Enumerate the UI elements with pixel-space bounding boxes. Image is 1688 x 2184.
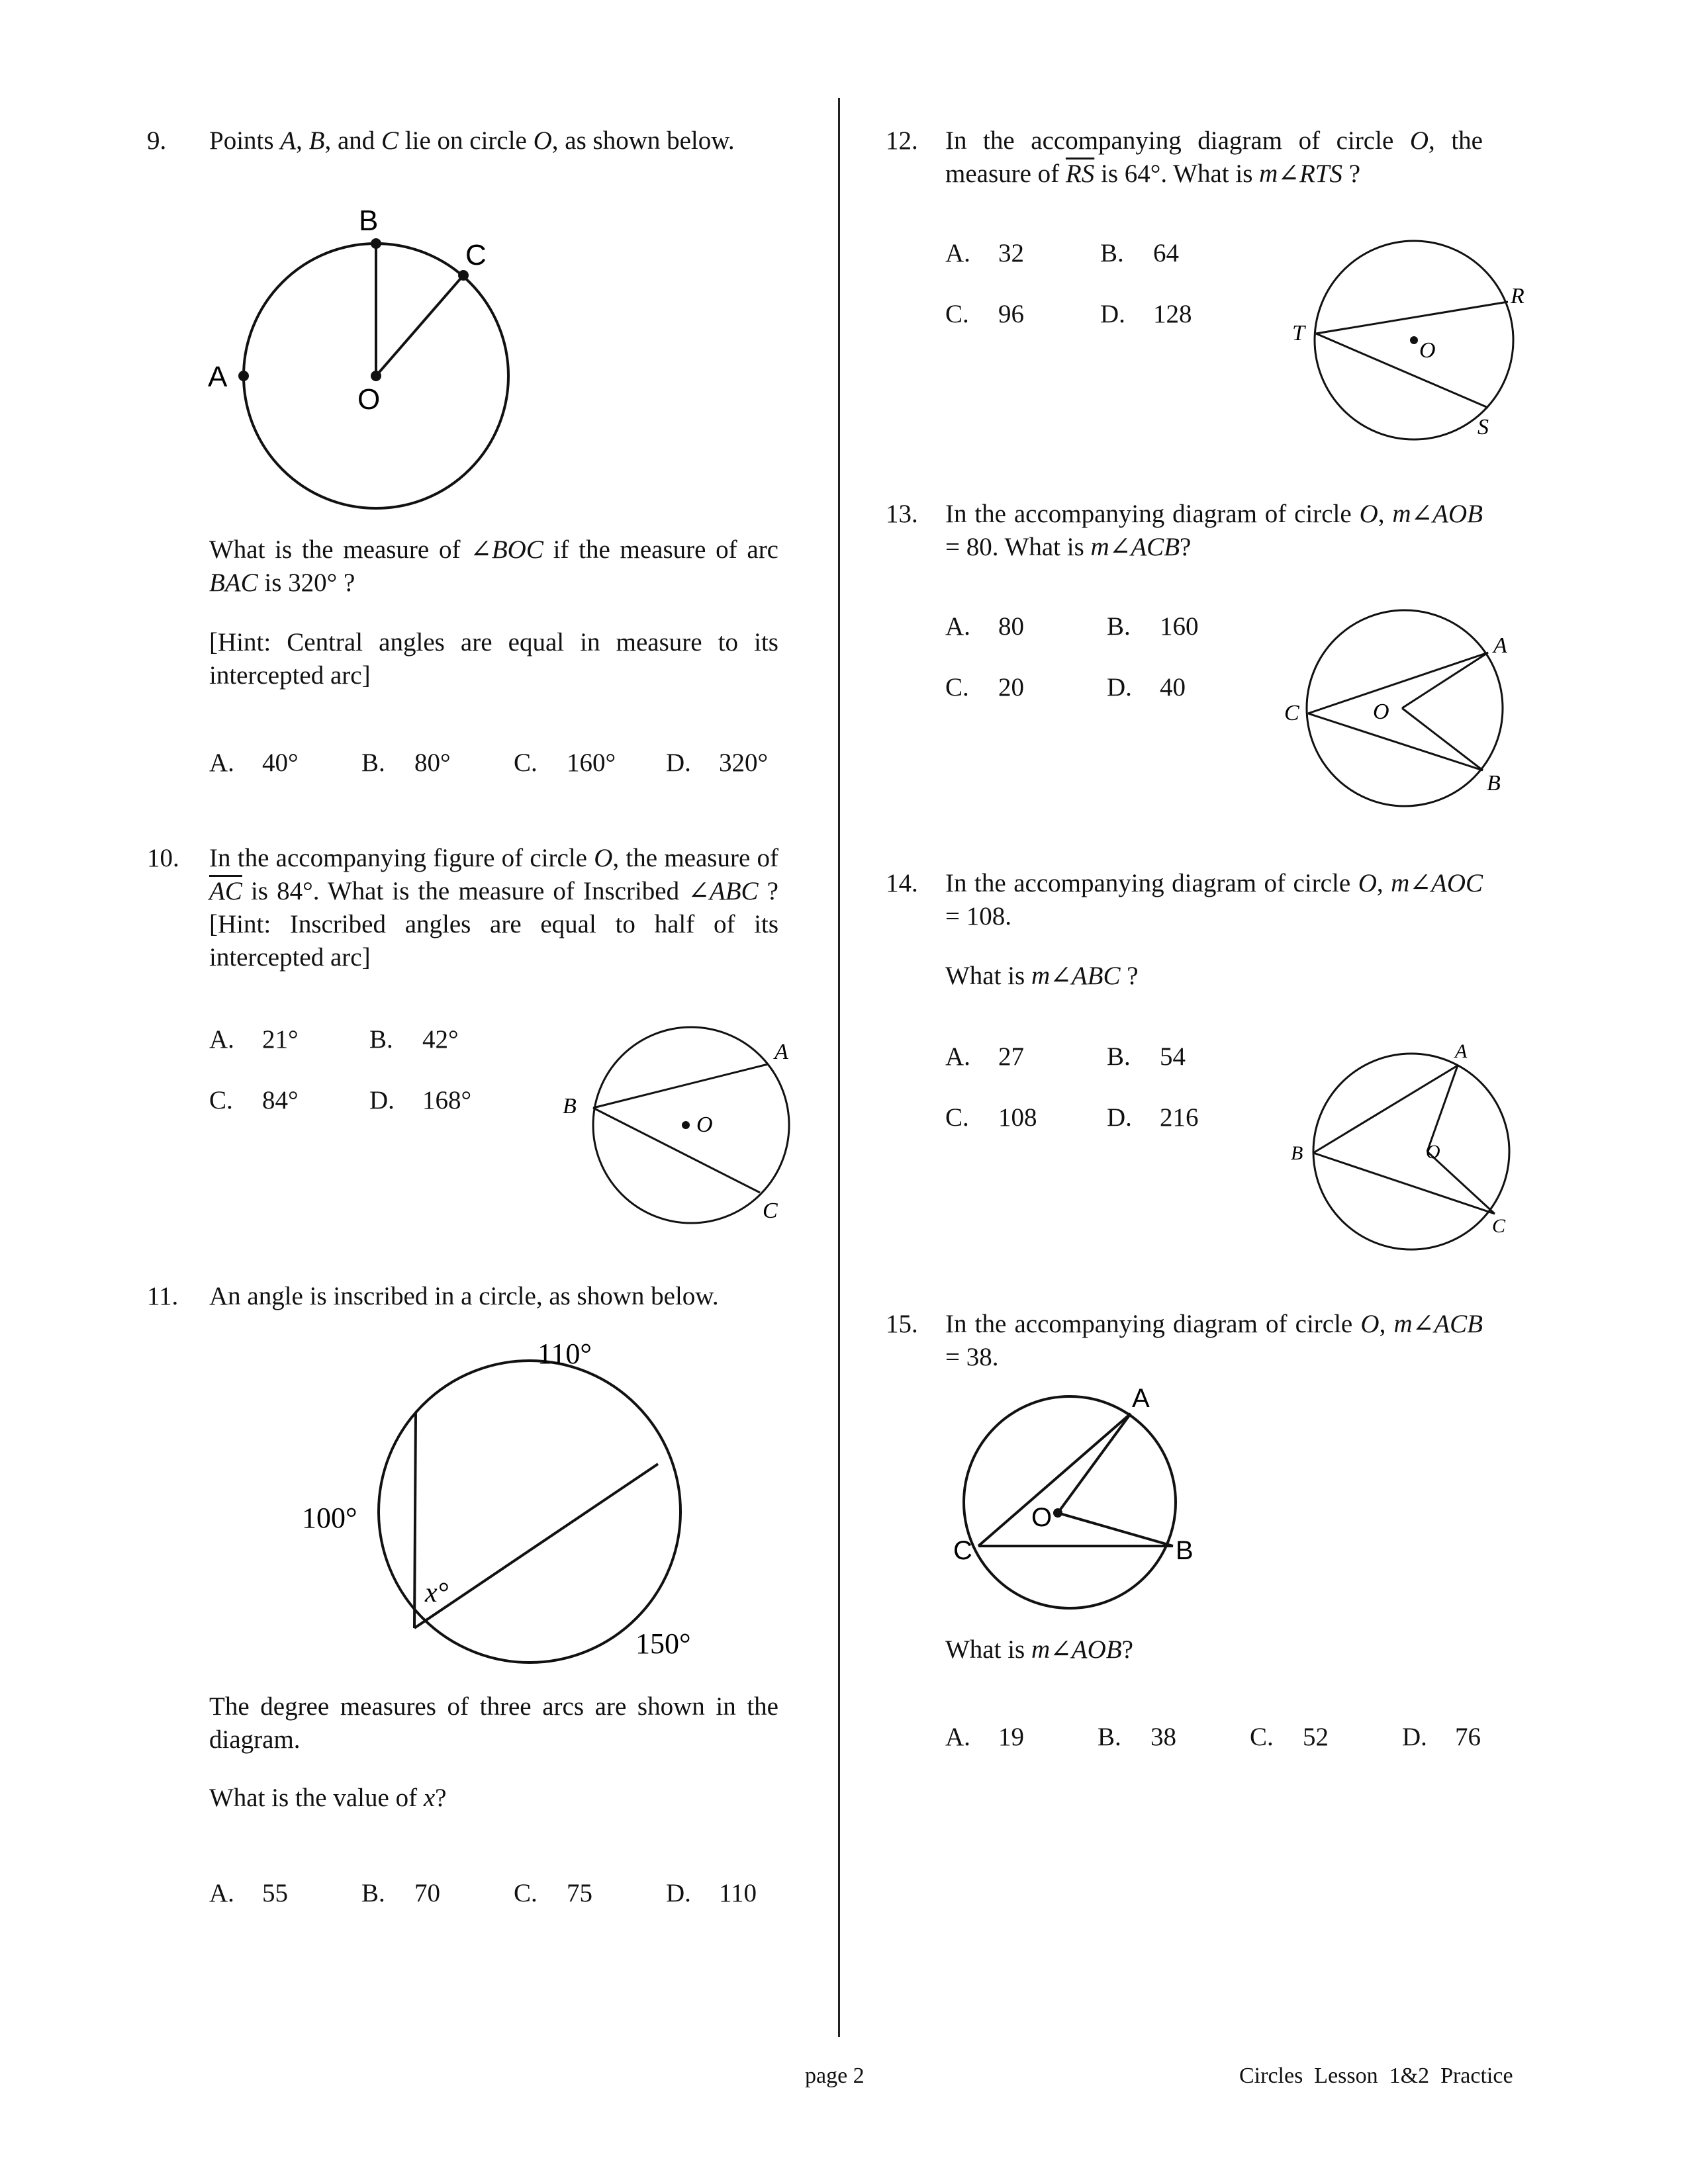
center-point — [1053, 1508, 1062, 1518]
chord-right — [414, 1464, 658, 1628]
choice-b[interactable]: B. 160 — [1107, 612, 1199, 641]
choice-d[interactable]: D. 320° — [666, 749, 769, 777]
label-c: C — [465, 239, 487, 271]
circle-diagram-12 — [1278, 232, 1529, 443]
label-t: T — [1292, 321, 1305, 345]
chord-cb — [1308, 713, 1483, 770]
label-c: C — [1492, 1215, 1506, 1237]
radius-oa — [1427, 1066, 1458, 1152]
question-text: In the accompanying figure of circle O, the measure of $\overline{AC}$ is 84°. What is the measure of Inscribed ∠ABC ? [Hint: Inscribed angles are equal to half of its intercepted arc] — [209, 844, 778, 972]
choice-a[interactable]: A. 80 — [945, 612, 1024, 641]
choice-d[interactable]: D. 168° — [369, 1086, 472, 1115]
choice-a[interactable]: A. 27 — [945, 1042, 1024, 1071]
question-number: 13. — [886, 500, 918, 528]
choice-d[interactable]: D. 110 — [666, 1879, 757, 1907]
question-intro: An angle is inscribed in a circle, as shown below. — [209, 1282, 719, 1310]
label-r: R — [1511, 284, 1524, 308]
point-c — [458, 270, 469, 281]
chord-ba — [1313, 1066, 1458, 1153]
circle-o — [1313, 1054, 1509, 1250]
choice-b[interactable]: B. 70 — [361, 1879, 440, 1907]
label-arc-100: 100° — [302, 1502, 357, 1534]
label-o: O — [1031, 1503, 1053, 1532]
label-a: A — [1493, 633, 1507, 658]
label-a: A — [208, 361, 228, 393]
label-b: B — [563, 1094, 577, 1118]
page-title: Circles Lesson 1&2 Practice — [1239, 2064, 1513, 2088]
choice-a[interactable]: A. 32 — [945, 239, 1024, 267]
label-o: O — [1419, 338, 1436, 363]
choice-d[interactable]: D. 128 — [1100, 300, 1192, 328]
circle-diagram-11 — [278, 1337, 741, 1694]
circle-o — [593, 1027, 789, 1223]
choice-b[interactable]: B. 54 — [1107, 1042, 1186, 1071]
question-text: What is the measure of ∠BOC if the measure of arc BAC is 320° ? — [209, 535, 778, 597]
point-o — [371, 371, 381, 381]
label-a: A — [774, 1040, 788, 1064]
circle-diagram-14 — [1291, 1032, 1536, 1257]
chord-ts — [1316, 334, 1488, 408]
choice-c[interactable]: C. 108 — [945, 1103, 1037, 1132]
question-prompt: What is m∠ABC ? — [945, 962, 1139, 990]
question-text: The degree measures of three arcs are shown in the diagram. — [209, 1692, 778, 1754]
radius-oc — [376, 275, 463, 376]
radius-oa — [1402, 653, 1488, 708]
circle-diagram-9 — [199, 199, 543, 516]
choice-d[interactable]: D. 76 — [1402, 1723, 1481, 1751]
radius-ob — [1058, 1513, 1173, 1546]
label-b: B — [359, 205, 379, 237]
label-o: O — [696, 1113, 713, 1137]
chord-bc — [1313, 1153, 1495, 1214]
label-a: A — [1132, 1384, 1150, 1413]
label-a: A — [1455, 1040, 1468, 1062]
label-s: S — [1477, 415, 1489, 439]
choice-a[interactable]: A. 55 — [209, 1879, 288, 1907]
question-number: 9. — [147, 126, 167, 155]
circle-o — [964, 1396, 1176, 1608]
center-point — [682, 1121, 690, 1129]
choice-c[interactable]: C. 84° — [209, 1086, 299, 1115]
circle-diagram-10 — [549, 1013, 814, 1238]
choice-c[interactable]: C. 75 — [514, 1879, 592, 1907]
chord-ca — [1308, 653, 1488, 713]
label-c: C — [763, 1199, 778, 1223]
choice-a[interactable]: A. 19 — [945, 1723, 1024, 1751]
point-b — [371, 238, 381, 249]
label-o: O — [357, 383, 381, 416]
circle — [379, 1361, 680, 1662]
circle-diagram-13 — [1284, 602, 1536, 814]
choice-b[interactable]: B. 64 — [1100, 239, 1179, 267]
choice-c[interactable]: C. 160° — [514, 749, 616, 777]
label-c: C — [953, 1536, 972, 1565]
circle-o — [1307, 610, 1503, 806]
label-c: C — [1284, 701, 1299, 725]
label-arc-150: 150° — [635, 1627, 691, 1660]
question-intro: Points A, B, and C lie on circle O, as shown below. — [209, 126, 735, 155]
question-prompt: What is m∠AOB? — [945, 1635, 1133, 1664]
choice-d[interactable]: D. 40 — [1107, 673, 1186, 702]
question-text: In the accompanying diagram of circle O, m∠AOC = 108. — [945, 869, 1483, 931]
question-number: 14. — [886, 869, 918, 897]
chord-left — [414, 1412, 416, 1628]
chord-bc — [593, 1108, 760, 1193]
point-a — [238, 371, 249, 381]
choice-c[interactable]: C. 96 — [945, 300, 1024, 328]
question-text: In the accompanying diagram of circle O, m∠ACB = 38. — [945, 1310, 1483, 1371]
choice-c[interactable]: C. 52 — [1250, 1723, 1329, 1751]
question-prompt: What is the value of x? — [209, 1784, 447, 1812]
choice-b[interactable]: B. 38 — [1098, 1723, 1176, 1751]
page-number: page 2 — [805, 2064, 865, 2088]
question-hint: [Hint: Central angles are equal in measure to its intercepted arc] — [209, 628, 778, 690]
chord-tr — [1316, 302, 1508, 334]
choice-c[interactable]: C. 20 — [945, 673, 1024, 702]
label-arc-110: 110° — [538, 1338, 592, 1370]
label-b: B — [1291, 1142, 1303, 1164]
question-number: 12. — [886, 126, 918, 155]
label-x: x° — [425, 1578, 449, 1608]
question-number: 10. — [147, 844, 179, 872]
radius-ob — [1402, 708, 1483, 770]
label-b: B — [1487, 771, 1501, 796]
choice-b[interactable]: B. 42° — [369, 1025, 459, 1054]
choice-a[interactable]: A. 21° — [209, 1025, 299, 1054]
choice-a[interactable]: A. 40° — [209, 749, 299, 777]
choice-b[interactable]: B. 80° — [361, 749, 451, 777]
label-o: O — [1426, 1141, 1440, 1163]
chord-ba — [593, 1064, 768, 1108]
label-o: O — [1373, 700, 1389, 724]
center-point — [1410, 336, 1418, 344]
choice-d[interactable]: D. 216 — [1107, 1103, 1199, 1132]
question-number: 15. — [886, 1310, 918, 1338]
question-text: In the accompanying diagram of circle O, the measure of $\overline{RS}$ is 64°. What is m∠RTS ? — [945, 126, 1483, 188]
question-number: 11. — [147, 1282, 179, 1310]
question-text: In the accompanying diagram of circle O, m∠AOB = 80. What is m∠ACB? — [945, 500, 1483, 561]
radius-oa — [1058, 1414, 1131, 1513]
label-b: B — [1176, 1536, 1194, 1565]
circle-diagram-15 — [940, 1383, 1218, 1621]
column-divider — [838, 98, 840, 2037]
